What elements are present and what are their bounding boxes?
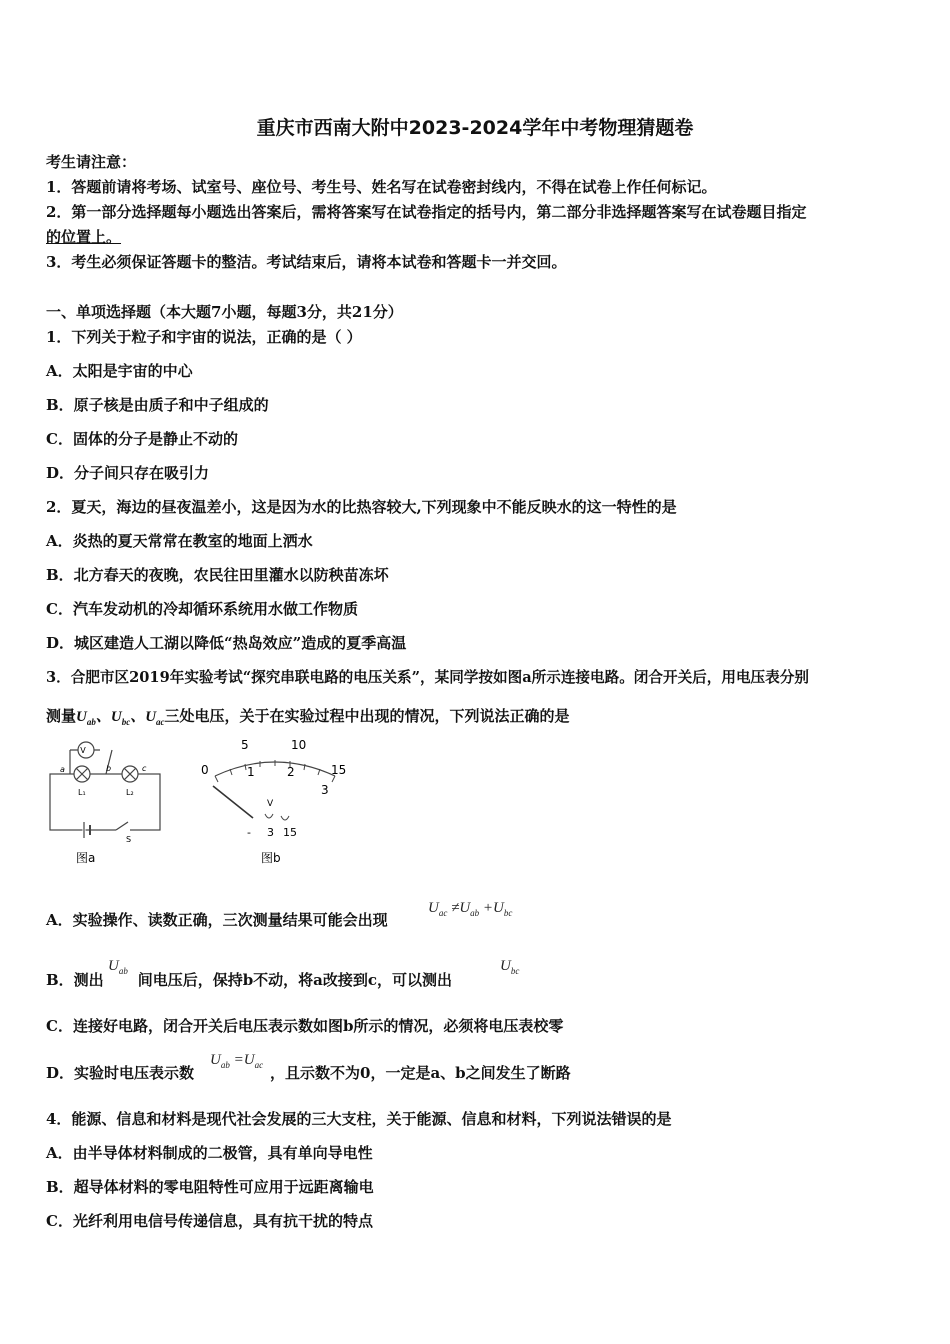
meter-needle xyxy=(213,786,253,818)
figure-b-label: 图b xyxy=(261,851,281,865)
point-b-label: b xyxy=(106,764,112,773)
q3-option-d-formula: $U_{ab} =U_{ac}$ xyxy=(210,1052,264,1070)
meter-tick-2: 2 xyxy=(287,765,295,779)
q3-stem-line1: 3．合肥市区2019年实验考试“探究串联电路的电压关系”，某同学按如图a所示连接电路。闭合开关后，用电压表分别 xyxy=(46,669,809,686)
notice-item-2b: 的位置上。 xyxy=(46,228,122,246)
switch-label: S xyxy=(126,835,132,844)
lamp1-label: L₁ xyxy=(78,788,86,797)
q1-option-a: A．太阳是宇宙的中心 xyxy=(46,362,193,380)
q3-option-c: C．连接好电路，闭合开关后电压表示数如图b所示的情况，必须将电压表校零 xyxy=(46,1017,564,1035)
q4-option-c: C．光纤利用电信号传递信息，具有抗干扰的特点 xyxy=(46,1212,373,1230)
terminal-15: 15 xyxy=(283,826,297,839)
notice-heading: 考生请注意： xyxy=(46,153,137,171)
terminal-minus: - xyxy=(247,826,251,839)
q3-stem-pre: 测量 xyxy=(46,707,77,725)
q2-option-b: B．北方春天的夜晚，农民往田里灌水以防秧苗冻坏 xyxy=(46,566,389,584)
terminal-3: 3 xyxy=(267,826,274,839)
notice-item-3: 3．考生必须保证答题卡的整洁。考试结束后，请将本试卷和答题卡一并交回。 xyxy=(46,253,567,271)
q4-option-a: A．由半导体材料制成的二极管，具有单向导电性 xyxy=(46,1144,373,1162)
page-title: 重庆市西南大附中2023-2024学年中考物理猜题卷 xyxy=(256,117,694,139)
q2-stem: 2．夏天，海边的昼夜温差小，这是因为水的比热容较大,下列现象中不能反映水的这一特性的是 xyxy=(46,498,677,516)
q4-stem: 4．能源、信息和材料是现代社会发展的三大支柱，关于能源、信息和材料，下列说法错误的是 xyxy=(46,1110,672,1128)
voltmeter-figure-b xyxy=(195,736,355,870)
meter-tick-0: 0 xyxy=(201,763,209,777)
notice-item-1: 1．答题前请将考场、试室号、座位号、考生号、姓名写在试卷密封线内，不得在试卷上作任何标记。 xyxy=(46,178,717,196)
circuit-figure-a xyxy=(40,738,170,868)
q1-option-c: C．固体的分子是静止不动的 xyxy=(46,430,238,448)
q2-option-a: A．炎热的夏天常常在教室的地面上洒水 xyxy=(46,532,313,550)
q2-option-c: C．汽车发动机的冷却循环系统用水做工作物质 xyxy=(46,600,358,618)
q3-option-b-mid: 间电压后，保持b不动，将a改接到c，可以测出 xyxy=(137,971,453,989)
voltmeter-v-label: V xyxy=(80,746,86,755)
q3-option-b-ubc: $U_{bc}$ xyxy=(500,958,520,976)
meter-tick-3: 3 xyxy=(321,783,329,797)
q3-option-b-pre: B．测出 xyxy=(46,971,104,989)
meter-tick-15: 15 xyxy=(331,763,347,777)
q3-option-b xyxy=(46,970,452,990)
notice-item-2a: 2．第一部分选择题每小题选出答案后，需将答案写在试卷指定的括号内，第二部分非选择题答案写在试卷题目指定 xyxy=(46,203,807,221)
q1-option-b: B．原子核是由质子和中子组成的 xyxy=(46,396,269,414)
section-heading: 一、单项选择题（本大题7小题，每题3分，共21分） xyxy=(46,303,403,321)
point-c-label: c xyxy=(142,764,147,773)
point-a-label: a xyxy=(60,765,65,774)
figure-a-label: 图a xyxy=(76,851,96,865)
meter-tick-5: 5 xyxy=(241,738,249,752)
q3-option-b-uab: $U_{ab}$ xyxy=(108,958,128,976)
q4-option-b: B．超导体材料的零电阻特性可应用于远距离输电 xyxy=(46,1178,374,1196)
q3-stem-post: 三处电压，关于在实验过程中出现的情况，下列说法正确的是 xyxy=(164,707,570,725)
q3-option-d-post: ，且示数不为0，一定是a、b之间发生了断路 xyxy=(270,1064,571,1082)
q3-option-d-pre: D．实验时电压表示数 xyxy=(46,1064,195,1082)
q1-option-d: D．分子间只存在吸引力 xyxy=(46,464,210,482)
q2-option-d: D．城区建造人工湖以降低“热岛效应”造成的夏季高温 xyxy=(46,634,407,652)
meter-tick-1: 1 xyxy=(247,765,255,779)
lamp2-label: L₂ xyxy=(126,788,134,797)
q1-stem: 1．下列关于粒子和宇宙的说法，正确的是（ ） xyxy=(46,328,362,346)
meter-tick-10: 10 xyxy=(291,738,307,752)
circuit-wire xyxy=(50,774,160,830)
q3-option-a: A．实验操作、读数正确，三次测量结果可能会出现 xyxy=(46,911,388,929)
q3-stem-line2: 测量$U_{ab}$、$U_{bc}$、$U_{ac}$三处电压，关于在实验过程中出现的情况，下列说法正确的是 xyxy=(46,707,570,727)
q3-option-a-formula: $U_{ac} \ne U_{ab} +U_{bc}$ xyxy=(428,900,513,918)
meter-v-label: V xyxy=(267,799,274,809)
q3-option-d xyxy=(46,1063,571,1083)
